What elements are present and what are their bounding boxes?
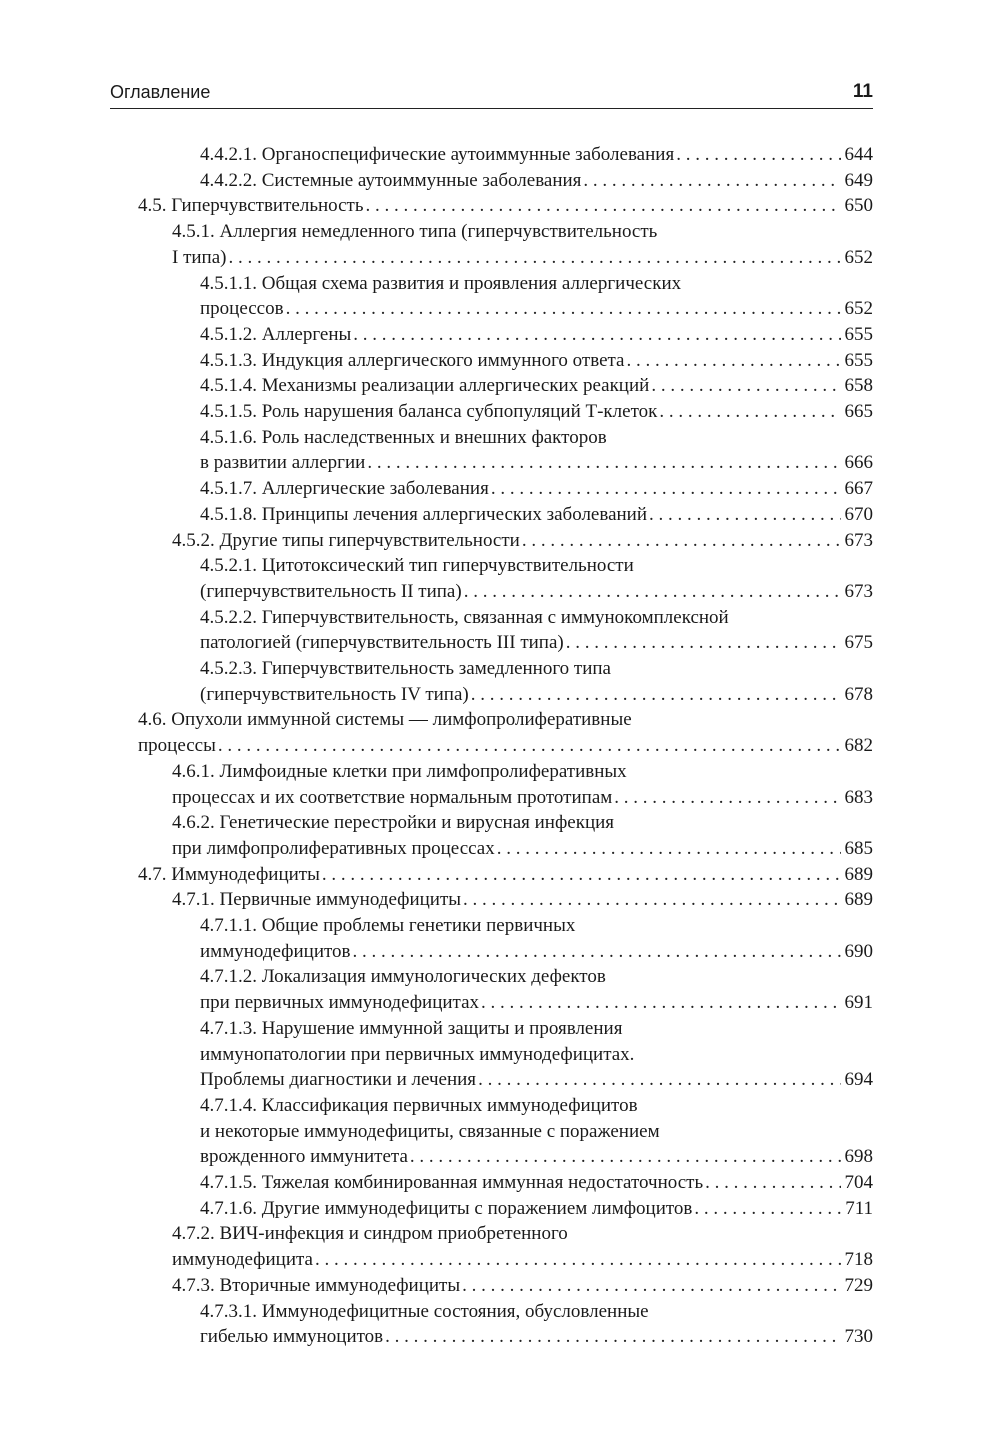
- dot-leader: [694, 1196, 841, 1222]
- dot-leader: [286, 296, 841, 322]
- toc-entry-title: процессы: [138, 733, 218, 759]
- toc-entry-title: при первичных иммунодефицитах: [200, 990, 481, 1016]
- toc-entry-title: врожденного иммунитета: [200, 1144, 410, 1170]
- toc-entry-page: 644: [841, 142, 874, 168]
- toc-entry: [200, 1144, 873, 1170]
- toc-entry: [200, 348, 873, 374]
- dot-leader: [478, 1067, 840, 1093]
- toc-entry-page: 655: [841, 322, 874, 348]
- dot-leader: [218, 733, 841, 759]
- toc-entry-page: 689: [841, 862, 874, 888]
- dot-leader: [410, 1144, 841, 1170]
- toc-entry-page: 683: [841, 785, 874, 811]
- dot-leader: [315, 1247, 841, 1273]
- toc-entry: [200, 579, 873, 605]
- toc-entry: [200, 605, 731, 631]
- toc-entry: [172, 1221, 570, 1247]
- toc-entry: [200, 1016, 624, 1042]
- toc-entry: [200, 476, 873, 502]
- toc-entry: [200, 399, 873, 425]
- toc-entry: [200, 1299, 651, 1325]
- toc-entry: [172, 245, 873, 271]
- toc-entry-page: 673: [841, 579, 874, 605]
- page-number: 11: [852, 81, 873, 102]
- dot-leader: [566, 630, 841, 656]
- dot-leader: [649, 502, 840, 528]
- toc-entry-title: 4.7.1.2. Локализация иммунологических дефектов: [200, 966, 606, 988]
- toc-entry-title: 4.7.2. ВИЧ-инфекция и синдром приобретенного: [172, 1223, 568, 1245]
- toc-entry: [200, 1324, 873, 1350]
- toc-entry: [200, 425, 609, 451]
- toc-entry: [200, 168, 873, 194]
- toc-entry-page: 729: [841, 1273, 874, 1299]
- dot-leader: [228, 245, 840, 271]
- dot-leader: [464, 579, 841, 605]
- toc-entry-title: 4.5.1.8. Принципы лечения аллергических заболеваний: [200, 502, 649, 528]
- toc-entry-title: 4.5.1.3. Индукция аллергического иммунного ответа: [200, 348, 627, 374]
- toc-entry-page: 689: [841, 887, 874, 913]
- dot-leader: [659, 399, 840, 425]
- toc-entry-page: 694: [841, 1067, 874, 1093]
- dot-leader: [676, 142, 840, 168]
- toc-entry-page: 649: [841, 168, 874, 194]
- toc-entry: [200, 142, 873, 168]
- toc-entry: [172, 219, 659, 245]
- toc-entry-title: процессов: [200, 296, 286, 322]
- toc-entry-page: 685: [841, 836, 874, 862]
- dot-leader: [367, 450, 840, 476]
- toc-entry-title: I типа): [172, 245, 228, 271]
- toc-entry-page: 691: [841, 990, 874, 1016]
- toc-entry: [200, 502, 873, 528]
- toc-entry-title: 4.5.2.3. Гиперчувствительность замедленного типа: [200, 658, 611, 679]
- toc-entry-title: 4.7. Иммунодефициты: [138, 862, 322, 888]
- toc-entry: [200, 1042, 636, 1068]
- toc-entry-title: 4.7.1.1. Общие проблемы генетики первичных: [200, 915, 576, 936]
- toc-entry-page: 650: [841, 193, 874, 219]
- toc-entry-title: 4.7.3.1. Иммунодефицитные состояния, обусловленные: [200, 1300, 649, 1322]
- toc-entry: [172, 759, 629, 785]
- toc-entry: [200, 964, 608, 990]
- toc-entry-title: и некоторые иммунодефициты, связанные с поражением: [200, 1120, 660, 1142]
- dot-leader: [322, 862, 841, 888]
- toc-entry: [200, 682, 873, 708]
- toc-entry-title: 4.4.2.2. Системные аутоиммунные заболевания: [200, 168, 583, 194]
- toc-entry: [200, 553, 636, 579]
- toc-entry: [200, 271, 683, 297]
- toc-entry-title: 4.5.1. Аллергия немедленного типа (гиперчувствительность: [172, 221, 658, 243]
- dot-leader: [491, 476, 841, 502]
- toc-entry-title: 4.5.2. Другие типы гиперчувствительности: [172, 528, 522, 554]
- toc-entry: [172, 1273, 873, 1299]
- dot-leader: [462, 1273, 840, 1299]
- toc-entry: [172, 785, 873, 811]
- toc-entry-title: 4.7.3. Вторичные иммунодефициты: [172, 1273, 462, 1299]
- toc-entry-title: иммунодефицита: [172, 1247, 315, 1273]
- toc-entry: [172, 1247, 873, 1273]
- toc-entry: [138, 193, 873, 219]
- toc-entry: [200, 1196, 873, 1222]
- toc-entry-page: 658: [841, 373, 874, 399]
- dot-leader: [705, 1170, 840, 1196]
- toc-entry: [200, 656, 613, 682]
- toc-entry-page: 665: [841, 399, 874, 425]
- toc-entry-page: 667: [841, 476, 874, 502]
- toc-entry-title: патологией (гиперчувствительность III типа): [200, 630, 566, 656]
- dot-leader: [463, 887, 840, 913]
- toc-entry: [138, 707, 634, 733]
- toc-entry-title: 4.7.1.6. Другие иммунодефициты с поражением лимфоцитов: [200, 1196, 694, 1222]
- toc-entry: [200, 322, 873, 348]
- toc-entry-page: 652: [841, 245, 874, 271]
- dot-leader: [651, 373, 840, 399]
- toc-entry-title: 4.7.1.3. Нарушение иммунной защиты и проявления: [200, 1017, 623, 1039]
- toc-entry-page: 682: [841, 733, 874, 759]
- toc-entry: [138, 862, 873, 888]
- toc-entry-title: 4.7.1. Первичные иммунодефициты: [172, 887, 463, 913]
- toc-entry: [200, 1170, 873, 1196]
- dot-leader: [353, 939, 841, 965]
- dot-leader: [353, 322, 840, 348]
- toc-entry-title: 4.5.1.6. Роль наследственных и внешних факторов: [200, 426, 607, 448]
- toc-entry-title: иммунодефицитов: [200, 939, 353, 965]
- toc-entry-title: 4.5.1.7. Аллергические заболевания: [200, 476, 491, 502]
- toc-entry: [172, 810, 616, 836]
- toc-entry: [200, 630, 873, 656]
- toc-entry: [200, 990, 873, 1016]
- toc-entry: [200, 1067, 873, 1093]
- toc-entry-page: 730: [841, 1324, 874, 1350]
- toc-entry-page: 673: [841, 528, 874, 554]
- running-head: [110, 80, 873, 109]
- toc-entry-page: 718: [841, 1247, 874, 1273]
- section-title: Оглавление: [110, 82, 211, 102]
- toc-entry-title: 4.5.2.1. Цитотоксический тип гиперчувствительности: [200, 555, 634, 577]
- dot-leader: [583, 168, 840, 194]
- toc-entry-title: 4.5.1.1. Общая схема развития и проявления аллергических: [200, 272, 682, 294]
- toc-entry-title: Проблемы диагностики и лечения: [200, 1067, 478, 1093]
- toc-entry: [172, 528, 873, 554]
- dot-leader: [366, 193, 841, 219]
- toc-entry-title: 4.7.1.4. Классификация первичных иммунодефицитов: [200, 1094, 638, 1116]
- toc-entry: [138, 733, 873, 759]
- toc-entry: [172, 836, 873, 862]
- dot-leader: [627, 348, 841, 374]
- toc-entry-title: 4.7.1.5. Тяжелая комбинированная иммунная недостаточность: [200, 1170, 705, 1196]
- dot-leader: [471, 682, 841, 708]
- toc-entry-title: (гиперчувствительность II типа): [200, 579, 464, 605]
- toc-entry: [200, 373, 873, 399]
- dot-leader: [497, 836, 841, 862]
- toc-entry-page: 666: [841, 450, 874, 476]
- dot-leader: [522, 528, 841, 554]
- toc-entry-page: 704: [841, 1170, 874, 1196]
- toc-entry-title: (гиперчувствительность IV типа): [200, 682, 471, 708]
- toc-entry-page: 678: [841, 682, 874, 708]
- toc-entry: [200, 296, 873, 322]
- toc-entry-page: 698: [841, 1144, 874, 1170]
- toc-entry-title: процессах и их соответствие нормальным прототипам: [172, 785, 614, 811]
- toc-entry: [172, 887, 873, 913]
- toc-entry-page: 652: [841, 296, 874, 322]
- toc-entry-title: 4.6.2. Генетические перестройки и вирусная инфекция: [172, 812, 615, 834]
- toc-entry-title: гибелью иммуноцитов: [200, 1324, 385, 1350]
- toc-entry-title: 4.4.2.1. Органоспецифические аутоиммунные заболевания: [200, 142, 676, 168]
- toc-entry: [200, 1093, 640, 1119]
- toc-entry-page: 711: [841, 1196, 873, 1222]
- toc-entry: [200, 450, 873, 476]
- toc-entry-title: 4.5.1.2. Аллергены: [200, 322, 353, 348]
- toc-entry-title: 4.5. Гиперчувствительность: [138, 193, 366, 219]
- toc-entry-page: 675: [841, 630, 874, 656]
- toc-entry-page: 670: [841, 502, 874, 528]
- toc-entry-page: 690: [841, 939, 874, 965]
- toc-entry-title: в развитии аллергии: [200, 450, 367, 476]
- toc-entry: [200, 1119, 662, 1145]
- toc-entry: [200, 913, 577, 939]
- toc-entry-title: 4.6. Опухоли иммунной системы — лимфопролиферативные: [138, 709, 632, 731]
- dot-leader: [481, 990, 840, 1016]
- toc-entry-title: 4.6.1. Лимфоидные клетки при лимфопролиферативных: [172, 760, 627, 782]
- toc-entry-title: 4.5.1.5. Роль нарушения баланса субпопуляций Т-клеток: [200, 399, 659, 425]
- toc-entry-title: при лимфопролиферативных процессах: [172, 836, 497, 862]
- dot-leader: [385, 1324, 840, 1350]
- toc-entry-title: 4.5.2.2. Гиперчувствительность, связанная с иммунокомплексной: [200, 606, 729, 628]
- toc-entry: [200, 939, 873, 965]
- dot-leader: [614, 785, 840, 811]
- toc-entry-title: 4.5.1.4. Механизмы реализации аллергических реакций: [200, 373, 651, 399]
- toc-entry-title: иммунопатологии при первичных иммунодефицитах.: [200, 1043, 635, 1065]
- toc-entry-page: 655: [841, 348, 874, 374]
